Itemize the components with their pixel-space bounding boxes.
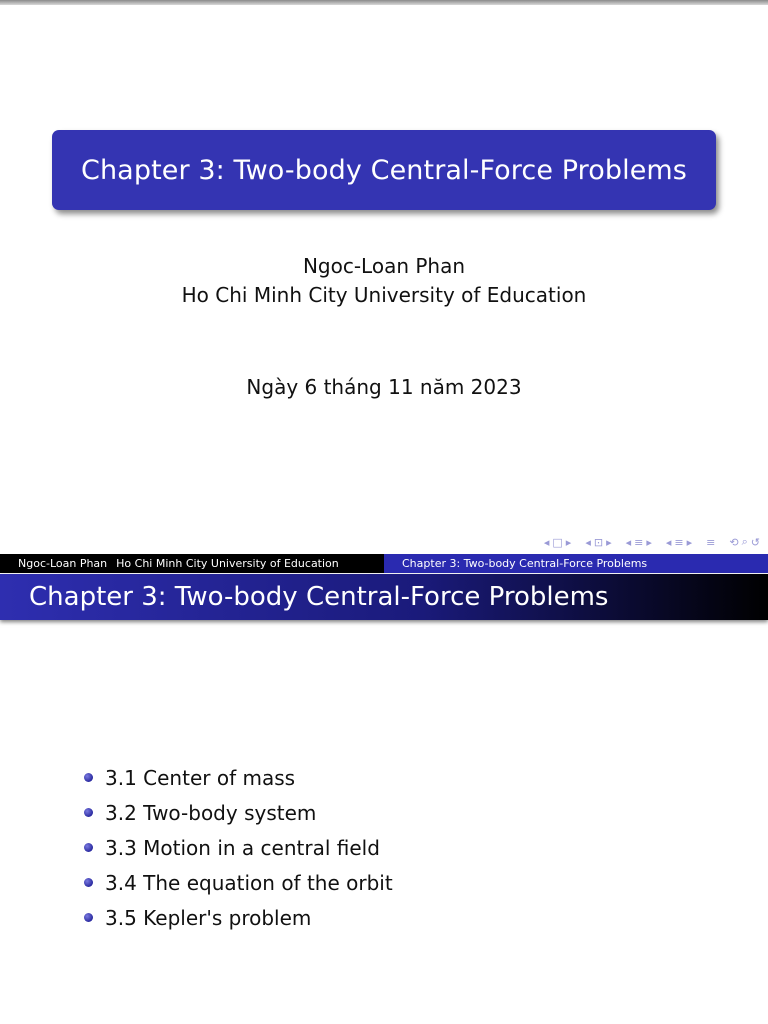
nav-document-group — [706, 536, 715, 549]
nav-section-icon[interactable]: ≡ — [674, 535, 684, 549]
nav-forward-icon[interactable]: ↺ — [750, 535, 760, 549]
nav-next-slide-icon[interactable]: ▸ — [565, 535, 572, 549]
nav-slide-group — [544, 536, 571, 549]
outline-item — [84, 865, 393, 900]
footline-title-section — [384, 554, 768, 573]
nav-section-group — [666, 536, 692, 549]
bullet-icon — [84, 913, 93, 922]
outline-item-label: 3.4 The equation of the orbit — [105, 870, 393, 895]
nav-next-frame-icon[interactable]: ▸ — [606, 535, 612, 549]
footline-institute: Ho Chi Minh City University of Education — [116, 557, 339, 570]
bullet-icon — [84, 808, 93, 817]
nav-back-icon[interactable]: ⟲ — [729, 535, 739, 549]
nav-slide-icon[interactable]: □ — [552, 535, 563, 549]
outline-item-label: 3.3 Motion in a central field — [105, 835, 380, 860]
footline-title: Chapter 3: Two-body Central-Force Problems — [402, 557, 648, 570]
nav-next-subsection-icon[interactable]: ▸ — [646, 535, 652, 549]
bullet-icon — [84, 843, 93, 852]
nav-prev-subsection-icon[interactable]: ◂ — [625, 535, 632, 549]
nav-prev-slide-icon[interactable]: ◂ — [543, 535, 550, 549]
nav-tools-group — [729, 535, 760, 549]
nav-document-icon[interactable]: ≡ — [706, 535, 716, 549]
footline — [0, 554, 768, 573]
nav-search-icon[interactable]: ⌕ — [741, 535, 748, 548]
frame-title: Chapter 3: Two-body Central-Force Problems — [29, 582, 609, 612]
institute-name: Ho Chi Minh City University of Education — [181, 283, 587, 307]
author-block — [0, 252, 768, 310]
outline-item — [84, 795, 393, 830]
outline-item — [84, 900, 393, 935]
outline-item-label: 3.2 Two-body system — [105, 800, 317, 825]
outline-item — [84, 830, 393, 865]
frame-title-bar — [0, 574, 768, 620]
nav-frame-group — [585, 536, 611, 549]
footline-author: Ngoc-Loan Phan — [18, 557, 108, 570]
presentation-date: Ngày 6 tháng 11 năm 2023 — [246, 375, 522, 399]
bullet-icon — [84, 878, 93, 887]
nav-frame-icon[interactable]: ⊡ — [593, 535, 604, 549]
nav-subsection-group — [626, 536, 652, 549]
nav-prev-frame-icon[interactable]: ◂ — [585, 535, 591, 549]
outline-item-label: 3.5 Kepler's problem — [105, 905, 312, 930]
nav-prev-section-icon[interactable]: ◂ — [665, 535, 672, 549]
bullet-icon — [84, 773, 93, 782]
author-name: Ngoc-Loan Phan — [302, 254, 466, 278]
outline-item — [84, 760, 393, 795]
nav-next-section-icon[interactable]: ▸ — [686, 535, 693, 549]
slide-title: Chapter 3: Two-body Central-Force Problems — [81, 154, 687, 186]
navigation-bar — [544, 535, 760, 549]
title-block — [52, 130, 716, 210]
footline-author-section — [0, 554, 384, 573]
outline-list — [84, 760, 393, 935]
nav-subsection-icon[interactable]: ≡ — [634, 535, 644, 549]
top-border — [0, 0, 768, 5]
outline-item-label: 3.1 Center of mass — [105, 765, 296, 790]
